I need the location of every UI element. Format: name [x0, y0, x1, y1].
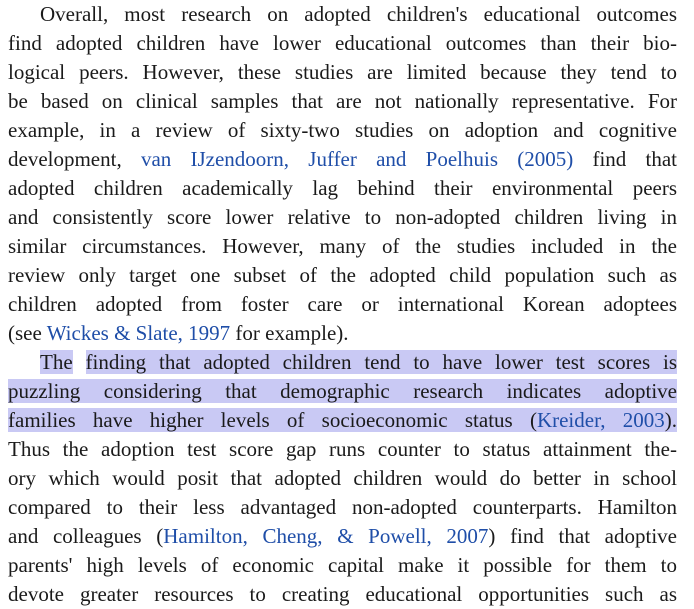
text-line — [40, 348, 677, 377]
text-segment: find that — [573, 147, 677, 171]
text-segment: review only target one subset of the adopted child population such as — [8, 263, 677, 287]
text-line — [8, 232, 677, 261]
text-line — [8, 406, 677, 435]
text-segment: and colleagues ( — [8, 524, 164, 548]
text-segment: parents' high levels of economic capital make it possible for them to — [8, 553, 677, 577]
text-segment: for example). — [230, 321, 349, 345]
text-segment — [73, 350, 86, 374]
text-line — [8, 29, 677, 58]
text-line — [8, 58, 677, 87]
citation-link[interactable]: Hamilton, Cheng, & Powell, 2007 — [163, 524, 489, 548]
text-segment: development, — [8, 147, 141, 171]
text-line — [8, 522, 677, 551]
text-segment: Overall, most research on adopted children's educational outcomes — [40, 2, 677, 26]
text-line — [8, 203, 677, 232]
text-line — [8, 116, 677, 145]
text-line — [8, 377, 677, 406]
text-segment: and consistently score lower relative to non-adopted children living in — [8, 205, 677, 229]
text-segment: ory which would posit that adopted children would do better in school — [8, 466, 677, 490]
text-line — [8, 145, 677, 174]
text-line — [8, 319, 677, 348]
text-line — [8, 493, 677, 522]
text-line — [8, 261, 677, 290]
text-segment: ) find that adoptive — [488, 524, 677, 548]
text-segment: similar circumstances. However, many of the studies included in the — [8, 234, 677, 258]
text-segment: devote greater resources to creating educational opportunities such as — [8, 582, 677, 606]
text-segment: families have higher levels of socioeconomic status ( — [8, 408, 537, 432]
text-segment: puzzling considering that demographic research indicates adoptive — [8, 379, 677, 403]
text-line — [8, 87, 677, 116]
text-line — [40, 0, 677, 29]
text-segment: Thus the adoption test score gap runs counter to status attainment the- — [8, 437, 677, 461]
text-segment: finding that adopted children tend to have lower test scores is — [85, 350, 677, 374]
text-segment: ). — [664, 408, 677, 432]
text-segment: logical peers. However, these studies are limited because they tend to — [8, 60, 677, 84]
text-line — [8, 174, 677, 203]
text-segment: children adopted from foster care or international Korean adoptees — [8, 292, 677, 316]
text-segment: (see — [8, 321, 47, 345]
citation-link[interactable]: van IJzendoorn, Juffer and Poelhuis (2005) — [140, 147, 574, 171]
text-line — [8, 464, 677, 493]
text-segment: find adopted children have lower educational outcomes than their bio- — [8, 31, 677, 55]
text-line — [8, 435, 677, 464]
text-line — [8, 290, 677, 319]
text-line — [8, 580, 677, 609]
text-segment: The — [40, 350, 73, 374]
text-segment: example, in a review of sixty-two studies on adoption and cognitive — [8, 118, 677, 142]
text-segment: adopted children academically lag behind their environmental peers — [8, 176, 677, 200]
citation-link[interactable]: Wickes & Slate, 1997 — [46, 321, 231, 345]
text-segment: be based on clinical samples that are not nationally representative. For — [8, 89, 677, 113]
text-line — [8, 551, 677, 580]
citation-link[interactable]: Kreider, 2003 — [536, 408, 665, 432]
text-segment: compared to their less advantaged non-adopted counterparts. Hamilton — [8, 495, 677, 519]
